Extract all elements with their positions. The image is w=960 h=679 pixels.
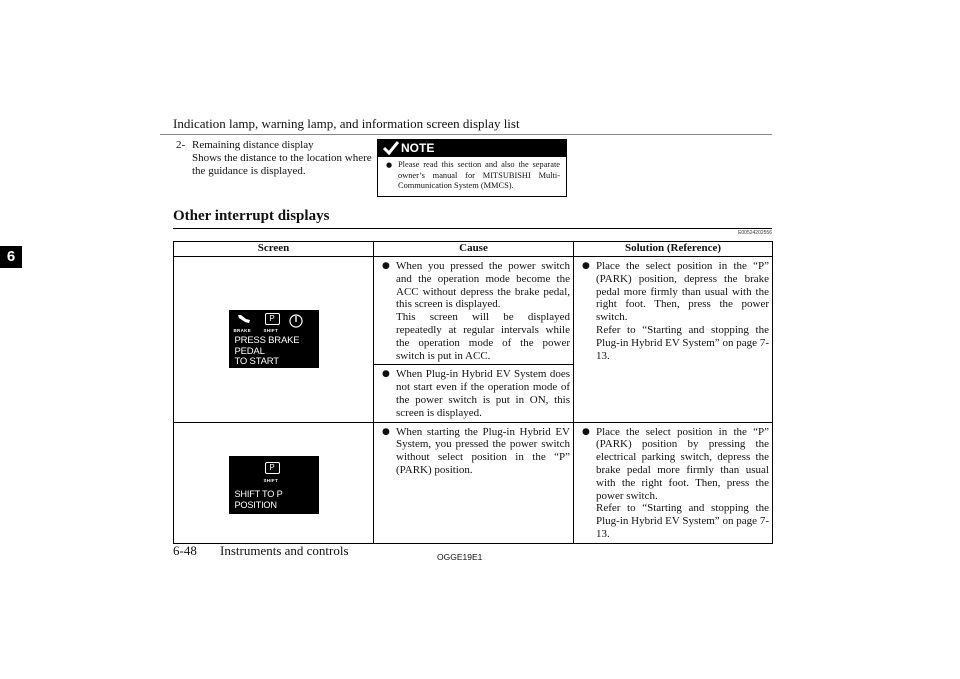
running-header: Indication lamp, warning lamp, and information screen display list [173, 116, 520, 131]
note-box [377, 139, 567, 197]
bullet-icon: ● [582, 426, 590, 437]
footer-title: Instruments and controls [220, 543, 349, 558]
power-switch-icon [289, 312, 303, 330]
brake-pedal-display [229, 310, 319, 368]
cause-text: This screen will be displayed repeatedly at regular intervals while the operation mode of the power switch is put in ACC. [396, 311, 570, 362]
solution-cell [574, 257, 773, 423]
item-heading: Remaining distance display [192, 139, 314, 151]
remaining-distance-item [176, 139, 372, 178]
screen-cell [174, 257, 374, 423]
display-message: SHIFT TO P POSITION [234, 489, 283, 510]
cause-text: When Plug-in Hybrid EV System does not start even if the operation mode of the power switch is put in ON, this screen is displayed. [396, 368, 570, 419]
note-label: NOTE [401, 141, 435, 155]
note-header [378, 140, 566, 157]
display-message [235, 336, 319, 368]
bullet-icon: ● [382, 369, 390, 380]
table-row [174, 422, 773, 543]
interrupt-display-table [173, 241, 773, 544]
brake-label: BRAKE [233, 328, 252, 334]
shift-label: SHIFT [263, 478, 278, 484]
section-code: E00524202556 [738, 230, 772, 236]
table-row [174, 257, 773, 365]
shift-label: SHIFT [263, 328, 278, 334]
solution-text: Place the select position in the “P” (PARK) position by pressing the electrical parking switch, depress the brake pedal more firmly than usual with the right foot. Then, press the power switch. [596, 425, 769, 502]
solution-cell [574, 422, 773, 543]
section-rule [173, 228, 772, 229]
p-indicator: P [265, 313, 280, 325]
note-text: Please read this section and also the separate owner’s manual for MITSUBISHI Multi-Communication System (MMCS). [398, 160, 560, 190]
cause-cell [374, 365, 574, 422]
item-description: Shows the distance to the location where the guidance is displayed. [192, 152, 372, 177]
bullet-icon: ● [382, 261, 390, 271]
cause-cell [374, 422, 574, 543]
solution-reference: Refer to “Starting and stopping the Plug-in Hybrid EV System” on page 7-13. [596, 323, 769, 362]
foot-pedal-icon [237, 314, 251, 324]
cause-text: When you pressed the power switch and the operation mode become the ACC without depress the brake pedal, this screen is displayed. [396, 260, 570, 311]
solution-text: Place the select position in the “P” (PARK) position, depress the brake pedal more firmly than usual with the right foot. Then, press the power switch. [596, 260, 769, 324]
bullet-icon: ● [382, 426, 390, 437]
shift-to-p-display [229, 456, 319, 514]
footer-code: OGGE19E1 [437, 552, 483, 562]
section-title: Other interrupt displays [173, 208, 330, 224]
bullet-icon: ● [386, 161, 393, 169]
p-indicator: P [265, 462, 280, 474]
bullet-icon: ● [582, 261, 590, 271]
display-message-line2: TO START [234, 356, 279, 368]
screen-cell [174, 422, 374, 543]
cause-text: When starting the Plug-in Hybrid EV System, you pressed the power switch without select position in the “P” (PARK) position. [396, 425, 570, 476]
column-header-cause: Cause [374, 242, 574, 257]
column-header-solution: Solution (Reference) [574, 242, 773, 257]
display-message-line1: PRESS BRAKE PEDAL [234, 335, 300, 357]
cause-cell [374, 257, 574, 365]
table-header-row [174, 242, 773, 257]
solution-reference: Refer to “Starting and stopping the Plug-in Hybrid EV System” on page 7-13. [596, 502, 769, 540]
note-body [378, 157, 566, 192]
chapter-tab: 6 [0, 246, 22, 268]
header-rule [160, 134, 772, 135]
column-header-screen: Screen [174, 242, 374, 257]
item-number: 2- [176, 139, 186, 151]
check-icon [383, 141, 399, 156]
page-number: 6-48 [173, 543, 197, 558]
